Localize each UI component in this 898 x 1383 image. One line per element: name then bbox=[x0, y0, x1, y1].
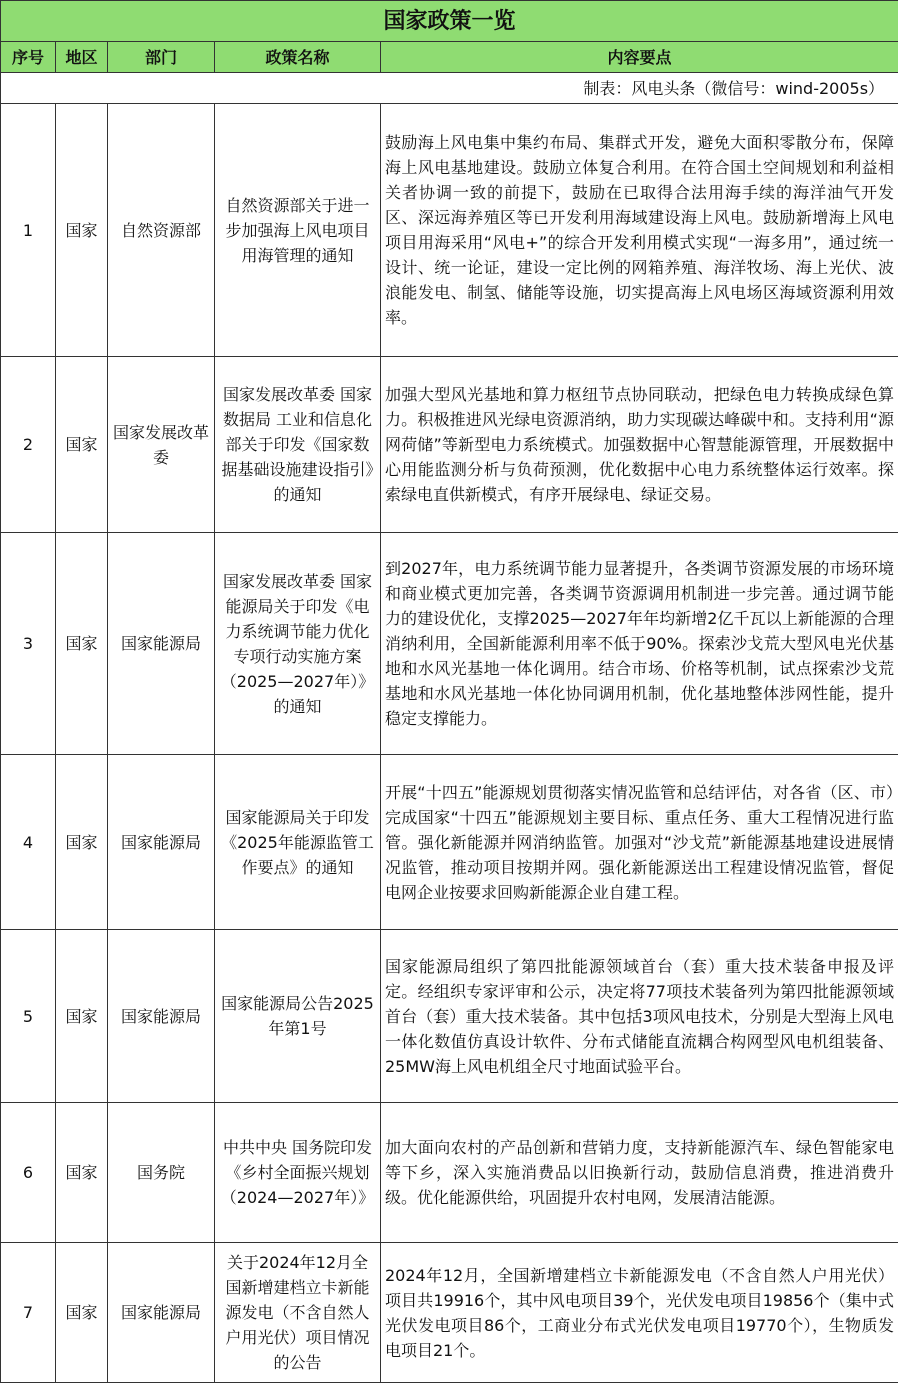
row-dept: 国家能源局 bbox=[108, 533, 215, 755]
row-policy-name: 国家能源局公告2025年第1号 bbox=[215, 930, 381, 1103]
row-no: 1 bbox=[1, 104, 56, 357]
row-content: 加大面向农村的产品创新和营销力度，支持新能源汽车、绿色智能家电等下乡，深入实施消费品以旧换新行动，鼓励信息消费，推进消费升级。优化能源供给，巩固提升农村电网，发展清洁能源。 bbox=[381, 1103, 898, 1243]
row-no: 7 bbox=[1, 1243, 56, 1383]
table-row bbox=[1, 1243, 898, 1383]
row-region: 国家 bbox=[56, 357, 108, 533]
row-region: 国家 bbox=[56, 104, 108, 357]
row-no: 5 bbox=[1, 930, 56, 1103]
table-row bbox=[1, 357, 898, 533]
credit-row bbox=[1, 73, 898, 104]
title-row bbox=[1, 1, 898, 42]
row-policy-name: 国家发展改革委 国家能源局关于印发《电力系统调节能力优化专项行动实施方案（2025—2027年）》的通知 bbox=[215, 533, 381, 755]
row-no: 3 bbox=[1, 533, 56, 755]
row-no: 2 bbox=[1, 357, 56, 533]
header-region: 地区 bbox=[56, 42, 108, 73]
row-policy-name: 中共中央 国务院印发《乡村全面振兴规划（2024—2027年）》 bbox=[215, 1103, 381, 1243]
row-policy-name: 国家发展改革委 国家数据局 工业和信息化部关于印发《国家数据基础设施建设指引》的通知 bbox=[215, 357, 381, 533]
credit-text: 制表：风电头条（微信号：wind-2005s） bbox=[1, 73, 898, 104]
table-row bbox=[1, 533, 898, 755]
table-row bbox=[1, 1103, 898, 1243]
row-region: 国家 bbox=[56, 755, 108, 930]
row-dept: 国家能源局 bbox=[108, 1243, 215, 1383]
header-content: 内容要点 bbox=[381, 42, 898, 73]
table-row bbox=[1, 104, 898, 357]
row-region: 国家 bbox=[56, 1103, 108, 1243]
row-content: 到2027年，电力系统调节能力显著提升，各类调节资源发展的市场环境和商业模式更加完善，各类调节资源调用机制进一步完善。通过调节能力的建设优化，支撑2025—2027年年均新增2亿千瓦以上新能源的合理消纳利用，全国新能源利用率不低于90%。探索沙戈荒大型风电光伏基地和水风光基地一体化调用。结合市场、价格等机制，试点探索沙戈荒基地和水风光基地一体化协同调用机制，优化基地整体涉网性能，提升稳定支撑能力。 bbox=[381, 533, 898, 755]
header-dept: 部门 bbox=[108, 42, 215, 73]
row-content: 加强大型风光基地和算力枢纽节点协同联动，把绿色电力转换成绿色算力。积极推进风光绿电资源消纳，助力实现碳达峰碳中和。支持利用“源网荷储”等新型电力系统模式。加强数据中心智慧能源管理，开展数据中心用能监测分析与负荷预测，优化数据中心电力系统整体运行效率。探索绿电直供新模式，有序开展绿电、绿证交易。 bbox=[381, 357, 898, 533]
row-policy-name: 国家能源局关于印发《2025年能源监管工作要点》的通知 bbox=[215, 755, 381, 930]
row-dept: 国家发展改革委 bbox=[108, 357, 215, 533]
table-row bbox=[1, 930, 898, 1103]
row-policy-name: 自然资源部关于进一步加强海上风电项目用海管理的通知 bbox=[215, 104, 381, 357]
row-policy-name: 关于2024年12月全国新增建档立卡新能源发电（不含自然人户用光伏）项目情况的公告 bbox=[215, 1243, 381, 1383]
header-policy-name: 政策名称 bbox=[215, 42, 381, 73]
row-content: 国家能源局组织了第四批能源领域首台（套）重大技术装备申报及评定。经组织专家评审和公示，决定将77项技术装备列为第四批能源领域首台（套）重大技术装备。其中包括3项风电技术，分别是大型海上风电一体化数值仿真设计软件、分布式储能直流耦合构网型风电机组装备、25MW海上风电机组全尺寸地面试验平台。 bbox=[381, 930, 898, 1103]
row-content: 鼓励海上风电集中集约布局、集群式开发，避免大面积零散分布，保障海上风电基地建设。鼓励立体复合利用。在符合国土空间规划和利益相关者协调一致的前提下，鼓励在已取得合法用海手续的海洋油气开发区、深远海养殖区等已开发利用海域建设海上风电。鼓励新增海上风电项目用海采用“风电+”的综合开发利用模式实现“一海多用”，通过统一设计、统一论证，建设一定比例的网箱养殖、海洋牧场、海上光伏、波浪能发电、制氢、储能等设施，切实提高海上风电场区海域资源利用效率。 bbox=[381, 104, 898, 357]
row-dept: 国务院 bbox=[108, 1103, 215, 1243]
table-title: 国家政策一览 bbox=[1, 1, 898, 42]
row-dept: 自然资源部 bbox=[108, 104, 215, 357]
row-dept: 国家能源局 bbox=[108, 930, 215, 1103]
row-content: 开展“十四五”能源规划贯彻落实情况监管和总结评估，对各省（区、市）完成国家“十四五”能源规划主要目标、重点任务、重大工程情况进行监管。强化新能源并网消纳监管。加强对“沙戈荒”新能源基地建设进展情况监管，推动项目按期并网。强化新能源送出工程建设情况监管，督促电网企业按要求回购新能源企业自建工程。 bbox=[381, 755, 898, 930]
row-dept: 国家能源局 bbox=[108, 755, 215, 930]
row-region: 国家 bbox=[56, 930, 108, 1103]
row-region: 国家 bbox=[56, 533, 108, 755]
row-region: 国家 bbox=[56, 1243, 108, 1383]
header-no: 序号 bbox=[1, 42, 56, 73]
row-no: 4 bbox=[1, 755, 56, 930]
table-row bbox=[1, 755, 898, 930]
row-no: 6 bbox=[1, 1103, 56, 1243]
row-content: 2024年12月，全国新增建档立卡新能源发电（不含自然人户用光伏）项目共19916个，其中风电项目39个，光伏发电项目19856个（集中式光伏发电项目86个，工商业分布式光伏发电项目19770个），生物质发电项目21个。 bbox=[381, 1243, 898, 1383]
header-row bbox=[1, 42, 898, 73]
